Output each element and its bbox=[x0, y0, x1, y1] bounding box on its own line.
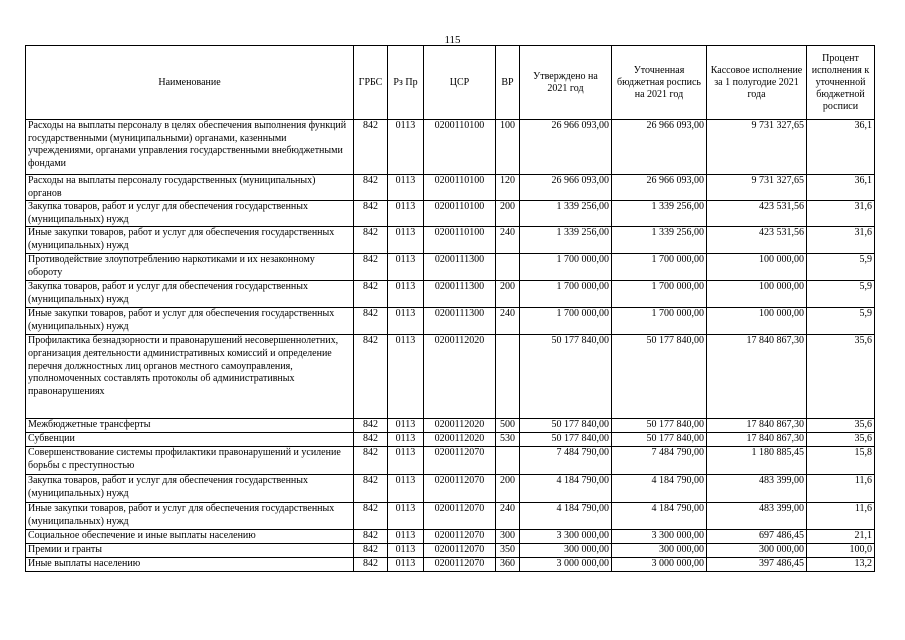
row-csr: 0200112070 bbox=[424, 558, 496, 572]
row-vr: 530 bbox=[496, 433, 520, 447]
table-row bbox=[26, 419, 875, 433]
row-cash: 483 399,00 bbox=[707, 503, 807, 530]
row-csr: 0200112070 bbox=[424, 447, 496, 475]
row-cash: 1 180 885,45 bbox=[707, 447, 807, 475]
table-row bbox=[26, 475, 875, 503]
row-cash: 100 000,00 bbox=[707, 281, 807, 308]
row-rzpr: 0113 bbox=[388, 530, 424, 544]
row-percent: 31,6 bbox=[807, 201, 875, 227]
row-refined: 26 966 093,00 bbox=[612, 120, 707, 175]
row-refined: 7 484 790,00 bbox=[612, 447, 707, 475]
row-approved: 300 000,00 bbox=[520, 544, 612, 558]
row-grbs: 842 bbox=[354, 419, 388, 433]
row-rzpr: 0113 bbox=[388, 120, 424, 175]
row-name: Противодействие злоупотреблению наркотиками и их незаконному обороту bbox=[26, 254, 354, 281]
row-rzpr: 0113 bbox=[388, 503, 424, 530]
row-vr: 500 bbox=[496, 419, 520, 433]
row-approved: 1 339 256,00 bbox=[520, 201, 612, 227]
row-approved: 7 484 790,00 bbox=[520, 447, 612, 475]
table-row bbox=[26, 433, 875, 447]
row-rzpr: 0113 bbox=[388, 475, 424, 503]
row-vr: 240 bbox=[496, 503, 520, 530]
row-vr bbox=[496, 447, 520, 475]
row-grbs: 842 bbox=[354, 335, 388, 419]
row-percent: 36,1 bbox=[807, 120, 875, 175]
row-name: Социальное обеспечение и иные выплаты населению bbox=[26, 530, 354, 544]
row-grbs: 842 bbox=[354, 254, 388, 281]
row-cash: 423 531,56 bbox=[707, 227, 807, 254]
row-refined: 26 966 093,00 bbox=[612, 175, 707, 201]
row-approved: 4 184 790,00 bbox=[520, 475, 612, 503]
row-rzpr: 0113 bbox=[388, 335, 424, 419]
row-approved: 1 700 000,00 bbox=[520, 308, 612, 335]
row-grbs: 842 bbox=[354, 433, 388, 447]
row-csr: 0200110100 bbox=[424, 120, 496, 175]
row-grbs: 842 bbox=[354, 544, 388, 558]
row-percent: 5,9 bbox=[807, 281, 875, 308]
row-name: Субвенции bbox=[26, 433, 354, 447]
row-cash: 397 486,45 bbox=[707, 558, 807, 572]
row-name: Иные закупки товаров, работ и услуг для обеспечения государственных (муниципальных) нужд bbox=[26, 227, 354, 254]
row-approved: 1 700 000,00 bbox=[520, 254, 612, 281]
table-row bbox=[26, 281, 875, 308]
row-refined: 4 184 790,00 bbox=[612, 475, 707, 503]
row-percent: 11,6 bbox=[807, 475, 875, 503]
row-grbs: 842 bbox=[354, 281, 388, 308]
row-rzpr: 0113 bbox=[388, 558, 424, 572]
header-vr: ВР bbox=[496, 46, 520, 120]
header-rzpr: Рз Пр bbox=[388, 46, 424, 120]
row-vr: 200 bbox=[496, 475, 520, 503]
row-vr: 360 bbox=[496, 558, 520, 572]
row-name: Межбюджетные трансферты bbox=[26, 419, 354, 433]
row-refined: 3 300 000,00 bbox=[612, 530, 707, 544]
row-refined: 50 177 840,00 bbox=[612, 335, 707, 419]
header-percent: Процент исполнения к уточненной бюджетной росписи bbox=[807, 46, 875, 120]
row-name: Закупка товаров, работ и услуг для обеспечения государственных (муниципальных) нужд bbox=[26, 201, 354, 227]
table-row bbox=[26, 558, 875, 572]
row-vr: 200 bbox=[496, 281, 520, 308]
row-rzpr: 0113 bbox=[388, 254, 424, 281]
row-refined: 1 700 000,00 bbox=[612, 281, 707, 308]
row-refined: 50 177 840,00 bbox=[612, 419, 707, 433]
row-approved: 4 184 790,00 bbox=[520, 503, 612, 530]
row-grbs: 842 bbox=[354, 447, 388, 475]
header-cash: Кассовое исполнение за 1 полугодие 2021 года bbox=[707, 46, 807, 120]
row-grbs: 842 bbox=[354, 175, 388, 201]
row-grbs: 842 bbox=[354, 201, 388, 227]
row-percent: 35,6 bbox=[807, 433, 875, 447]
row-name: Закупка товаров, работ и услуг для обеспечения государственных (муниципальных) нужд bbox=[26, 281, 354, 308]
row-refined: 1 700 000,00 bbox=[612, 308, 707, 335]
row-refined: 3 000 000,00 bbox=[612, 558, 707, 572]
row-approved: 26 966 093,00 bbox=[520, 120, 612, 175]
row-vr bbox=[496, 335, 520, 419]
row-rzpr: 0113 bbox=[388, 281, 424, 308]
row-refined: 1 339 256,00 bbox=[612, 227, 707, 254]
header-grbs: ГРБС bbox=[354, 46, 388, 120]
row-name: Профилактика безнадзорности и правонарушений несовершеннолетних, организация деятельности административных комиссий и определение перечня должностных лиц органов местного самоуправления, уполномоченных составлять протоколы об административных правонарушениях bbox=[26, 335, 354, 419]
row-vr: 300 bbox=[496, 530, 520, 544]
row-percent: 31,6 bbox=[807, 227, 875, 254]
row-csr: 0200110100 bbox=[424, 175, 496, 201]
row-vr: 350 bbox=[496, 544, 520, 558]
row-csr: 0200112070 bbox=[424, 530, 496, 544]
row-vr: 240 bbox=[496, 308, 520, 335]
row-name: Совершенствование системы профилактики правонарушений и усиление борьбы с преступностью bbox=[26, 447, 354, 475]
row-grbs: 842 bbox=[354, 558, 388, 572]
row-refined: 4 184 790,00 bbox=[612, 503, 707, 530]
row-cash: 17 840 867,30 bbox=[707, 335, 807, 419]
row-approved: 50 177 840,00 bbox=[520, 419, 612, 433]
row-cash: 9 731 327,65 bbox=[707, 120, 807, 175]
row-approved: 50 177 840,00 bbox=[520, 433, 612, 447]
row-rzpr: 0113 bbox=[388, 201, 424, 227]
table-row bbox=[26, 544, 875, 558]
row-rzpr: 0113 bbox=[388, 227, 424, 254]
row-vr: 120 bbox=[496, 175, 520, 201]
table-row bbox=[26, 120, 875, 175]
table-row bbox=[26, 227, 875, 254]
table-row bbox=[26, 503, 875, 530]
row-percent: 36,1 bbox=[807, 175, 875, 201]
row-percent: 21,1 bbox=[807, 530, 875, 544]
row-csr: 0200110100 bbox=[424, 201, 496, 227]
row-percent: 35,6 bbox=[807, 419, 875, 433]
row-csr: 0200111300 bbox=[424, 254, 496, 281]
row-approved: 1 339 256,00 bbox=[520, 227, 612, 254]
row-name: Премии и гранты bbox=[26, 544, 354, 558]
row-cash: 9 731 327,65 bbox=[707, 175, 807, 201]
header-csr: ЦСР bbox=[424, 46, 496, 120]
row-vr: 200 bbox=[496, 201, 520, 227]
row-cash: 100 000,00 bbox=[707, 254, 807, 281]
row-rzpr: 0113 bbox=[388, 175, 424, 201]
row-cash: 697 486,45 bbox=[707, 530, 807, 544]
row-refined: 1 700 000,00 bbox=[612, 254, 707, 281]
row-grbs: 842 bbox=[354, 308, 388, 335]
row-approved: 3 300 000,00 bbox=[520, 530, 612, 544]
row-percent: 100,0 bbox=[807, 544, 875, 558]
row-cash: 483 399,00 bbox=[707, 475, 807, 503]
table-row bbox=[26, 175, 875, 201]
row-refined: 50 177 840,00 bbox=[612, 433, 707, 447]
row-rzpr: 0113 bbox=[388, 419, 424, 433]
row-csr: 0200112070 bbox=[424, 503, 496, 530]
header-refined: Уточненная бюджетная роспись на 2021 год bbox=[612, 46, 707, 120]
budget-table bbox=[25, 45, 875, 572]
row-grbs: 842 bbox=[354, 120, 388, 175]
row-rzpr: 0113 bbox=[388, 433, 424, 447]
table-row bbox=[26, 308, 875, 335]
table-row bbox=[26, 447, 875, 475]
row-cash: 300 000,00 bbox=[707, 544, 807, 558]
row-name: Закупка товаров, работ и услуг для обеспечения государственных (муниципальных) нужд bbox=[26, 475, 354, 503]
table-row bbox=[26, 201, 875, 227]
row-cash: 17 840 867,30 bbox=[707, 419, 807, 433]
row-csr: 0200112020 bbox=[424, 433, 496, 447]
row-cash: 17 840 867,30 bbox=[707, 433, 807, 447]
row-approved: 26 966 093,00 bbox=[520, 175, 612, 201]
row-percent: 11,6 bbox=[807, 503, 875, 530]
row-approved: 50 177 840,00 bbox=[520, 335, 612, 419]
row-csr: 0200112020 bbox=[424, 335, 496, 419]
row-csr: 0200112070 bbox=[424, 475, 496, 503]
row-grbs: 842 bbox=[354, 475, 388, 503]
row-name: Расходы на выплаты персоналу в целях обеспечения выполнения функций государственными (муниципальными) органами, казенными учреждениями, органами управления государственными внебюджетными фондами bbox=[26, 120, 354, 175]
row-vr: 240 bbox=[496, 227, 520, 254]
row-name: Иные закупки товаров, работ и услуг для обеспечения государственных (муниципальных) нужд bbox=[26, 503, 354, 530]
row-percent: 5,9 bbox=[807, 254, 875, 281]
row-percent: 15,8 bbox=[807, 447, 875, 475]
row-cash: 423 531,56 bbox=[707, 201, 807, 227]
row-name: Расходы на выплаты персоналу государственных (муниципальных) органов bbox=[26, 175, 354, 201]
row-grbs: 842 bbox=[354, 530, 388, 544]
table-row bbox=[26, 254, 875, 281]
row-csr: 0200110100 bbox=[424, 227, 496, 254]
row-approved: 1 700 000,00 bbox=[520, 281, 612, 308]
row-csr: 0200111300 bbox=[424, 281, 496, 308]
row-approved: 3 000 000,00 bbox=[520, 558, 612, 572]
row-percent: 35,6 bbox=[807, 335, 875, 419]
row-grbs: 842 bbox=[354, 227, 388, 254]
row-name: Иные выплаты населению bbox=[26, 558, 354, 572]
row-grbs: 842 bbox=[354, 503, 388, 530]
row-rzpr: 0113 bbox=[388, 447, 424, 475]
table-row bbox=[26, 530, 875, 544]
table-header-row bbox=[26, 46, 875, 120]
row-csr: 0200112020 bbox=[424, 419, 496, 433]
row-rzpr: 0113 bbox=[388, 544, 424, 558]
row-percent: 5,9 bbox=[807, 308, 875, 335]
header-approved: Утверждено на 2021 год bbox=[520, 46, 612, 120]
page-number: 115 bbox=[444, 34, 461, 46]
table-row bbox=[26, 335, 875, 419]
row-percent: 13,2 bbox=[807, 558, 875, 572]
header-name: Наименование bbox=[26, 46, 354, 120]
row-cash: 100 000,00 bbox=[707, 308, 807, 335]
row-refined: 300 000,00 bbox=[612, 544, 707, 558]
row-csr: 0200111300 bbox=[424, 308, 496, 335]
row-vr: 100 bbox=[496, 120, 520, 175]
row-csr: 0200112070 bbox=[424, 544, 496, 558]
row-rzpr: 0113 bbox=[388, 308, 424, 335]
row-name: Иные закупки товаров, работ и услуг для обеспечения государственных (муниципальных) нужд bbox=[26, 308, 354, 335]
row-refined: 1 339 256,00 bbox=[612, 201, 707, 227]
row-vr bbox=[496, 254, 520, 281]
